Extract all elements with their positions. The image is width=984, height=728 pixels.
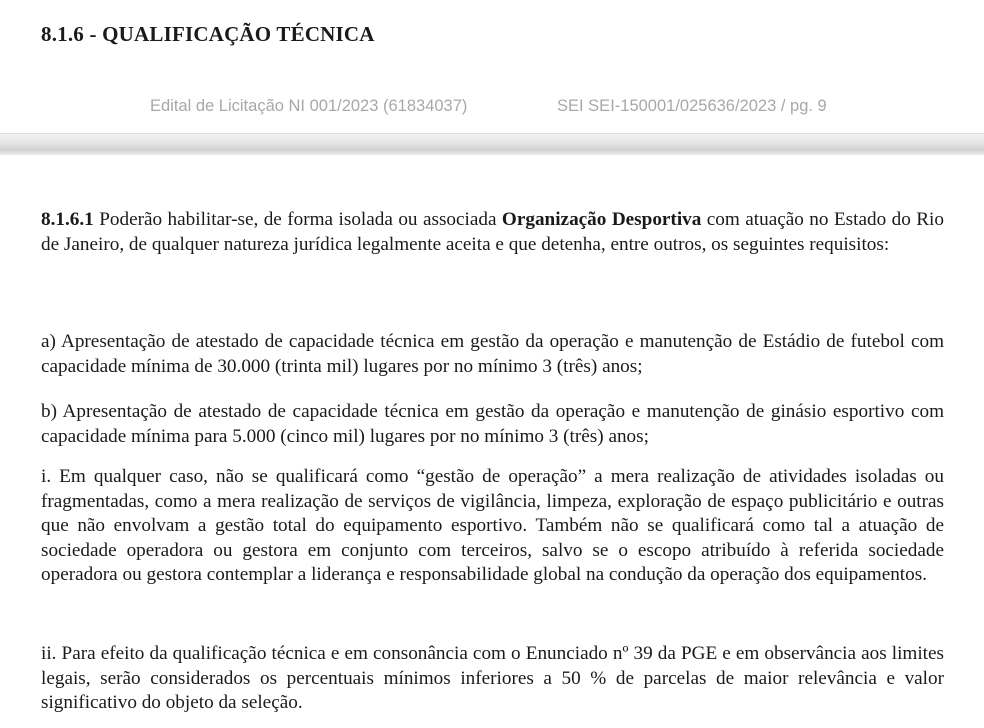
note-i: i. Em qualquer caso, não se qualificará como “gestão de operação” a mera realização de atividades isoladas ou fragmentadas, como a mera realização de serviços de vigilância, limpeza, exploração de espaço publicitário e outras que não envolvam a gestão total do equipamento esportivo. Também não se qualificará como tal a atuação de sociedade operadora ou gestora em conjunto com terceiros, salvo se o escopo atribuído à referida sociedade operadora ou gestora contemplar a liderança e responsabilidade global na condução da operação dos equipamentos.: [41, 466, 944, 585]
clause-entity: Organização Desportiva: [501, 209, 702, 230]
clause-text-1: Poderão habilitar-se, de forma isolada ou associada: [93, 209, 502, 230]
clause-number: 8.1.6.1: [41, 209, 94, 230]
page-break-divider: [0, 133, 984, 155]
page-footer: [0, 97, 984, 121]
footer-document-ref: Edital de Licitação NI 001/2023 (61834037): [150, 97, 468, 115]
page-break-line: [0, 133, 984, 134]
clause-8-1-6-1: [41, 208, 944, 257]
note-ii: ii. Para efeito da qualificação técnica e em consonância com o Enunciado nº 39 da PGE e em observância aos limites legais, serão considerados os percentuais mínimos inferiores a 50 % de parcelas de maior relevância e valor significativo do objeto da seleção.: [41, 643, 944, 713]
requirement-b: b) Apresentação de atestado de capacidade técnica em gestão da operação e manutenção de ginásio esportivo com capacidade mínima para 5.000 (cinco mil) lugares por no mínimo 3 (três) anos;: [41, 401, 944, 447]
footer-process-ref: SEI SEI-150001/025636/2023 / pg. 9: [557, 97, 827, 115]
section-title: 8.1.6 - QUALIFICAÇÃO TÉCNICA: [41, 22, 375, 46]
requirement-a: a) Apresentação de atestado de capacidade técnica em gestão da operação e manutenção de Estádio de futebol com capacidade mínima de 30.000 (trinta mil) lugares por no mínimo 3 (três) anos;: [41, 331, 944, 377]
clause-text-2: com atuação no Estado do Rio de Janeiro, de qualquer natureza jurídica legalmente aceita e que detenha, entre outros, os seguintes requisitos:: [41, 209, 944, 255]
